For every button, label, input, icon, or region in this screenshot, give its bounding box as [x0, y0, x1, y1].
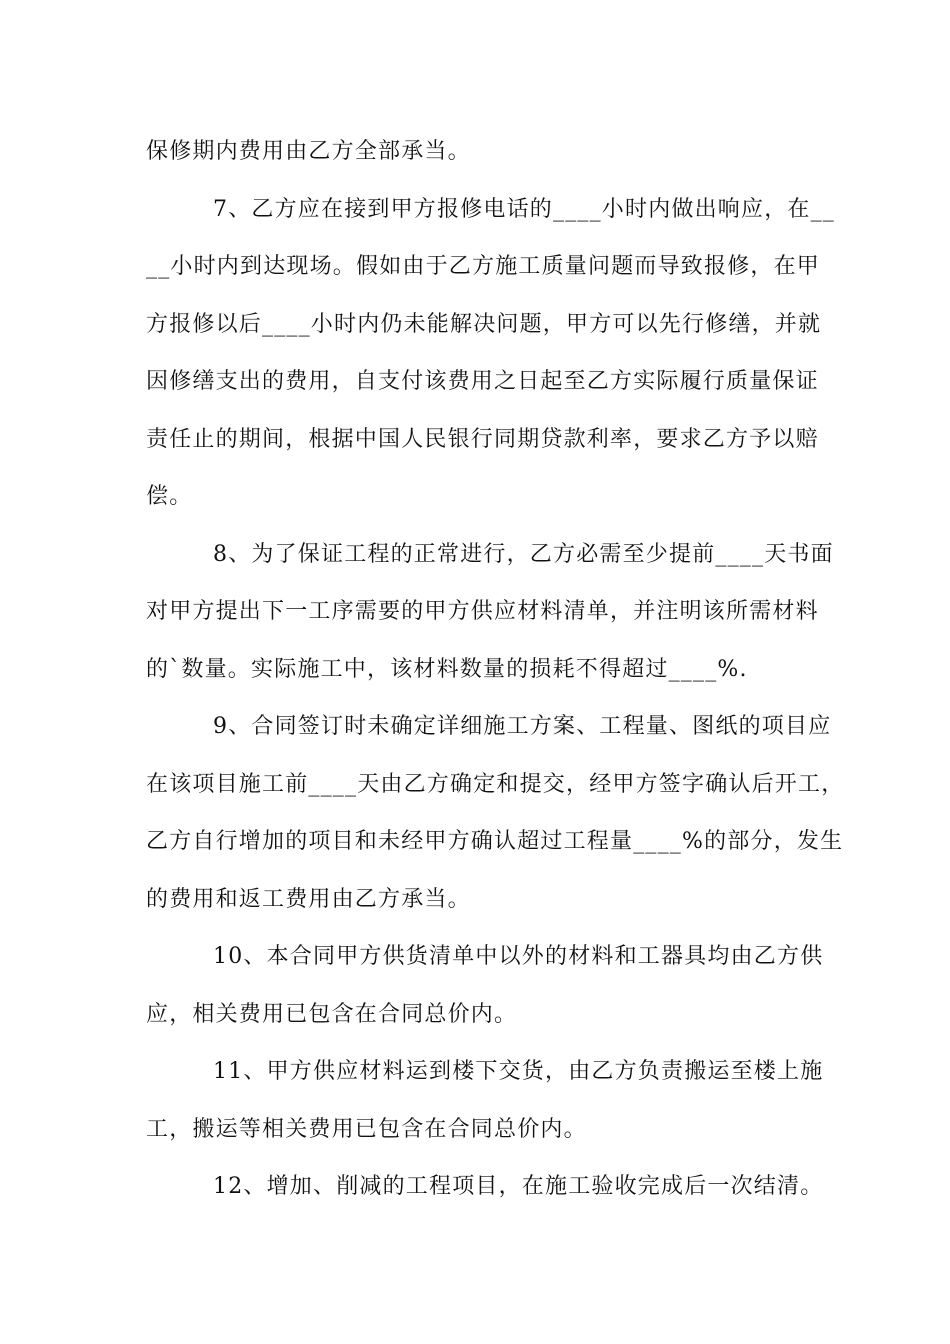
text-line: 11、甲方供应材料运到楼下交货，由乙方负责搬运至楼上施 — [213, 1059, 824, 1084]
text-line: 方报修以后____小时内仍未能解决问题，甲方可以先行修缮，并就 — [146, 312, 822, 337]
text-line: 9、合同签订时未确定详细施工方案、工程量、图纸的项目应 — [213, 714, 832, 739]
text-line: 保修期内费用由乙方全部承当。 — [146, 139, 471, 164]
text-line: 偿。 — [146, 484, 193, 509]
text-line: 因修缮支出的费用，自支付该费用之日起至乙方实际履行质量保证 — [146, 369, 819, 394]
text-line: 在该项目施工前____天由乙方确定和提交，经甲方签字确认后开工， — [146, 772, 845, 797]
text-line: 10、本合同甲方供货清单中以外的材料和工器具均由乙方供 — [213, 944, 824, 969]
text-line: __小时内到达现场。假如由于乙方施工质量问题而导致报修，在甲 — [146, 254, 821, 279]
text-line: 的`数量。实际施工中，该材料数量的损耗不得超过____%. — [146, 657, 748, 682]
text-line: 应，相关费用已包含在合同总价内。 — [146, 1002, 518, 1027]
text-line: 12、增加、削减的工程项目，在施工验收完成后一次结清。 — [213, 1174, 824, 1199]
text-line: 对甲方提出下一工序需要的甲方供应材料清单，并注明该所需材料 — [146, 599, 819, 624]
text-line: 责任止的期间，根据中国人民银行同期贷款利率，要求乙方予以赔 — [146, 427, 819, 452]
text-line: 工，搬运等相关费用已包含在合同总价内。 — [146, 1117, 587, 1142]
text-line: 7、乙方应在接到甲方报修电话的____小时内做出响应，在__ — [213, 197, 835, 222]
text-line: 乙方自行增加的项目和未经甲方确认超过工程量____%的部分，发生 — [146, 829, 844, 854]
text-line: 的费用和返工费用由乙方承当。 — [146, 887, 471, 912]
text-line: 8、为了保证工程的正常进行，乙方必需至少提前____天书面 — [213, 542, 834, 567]
